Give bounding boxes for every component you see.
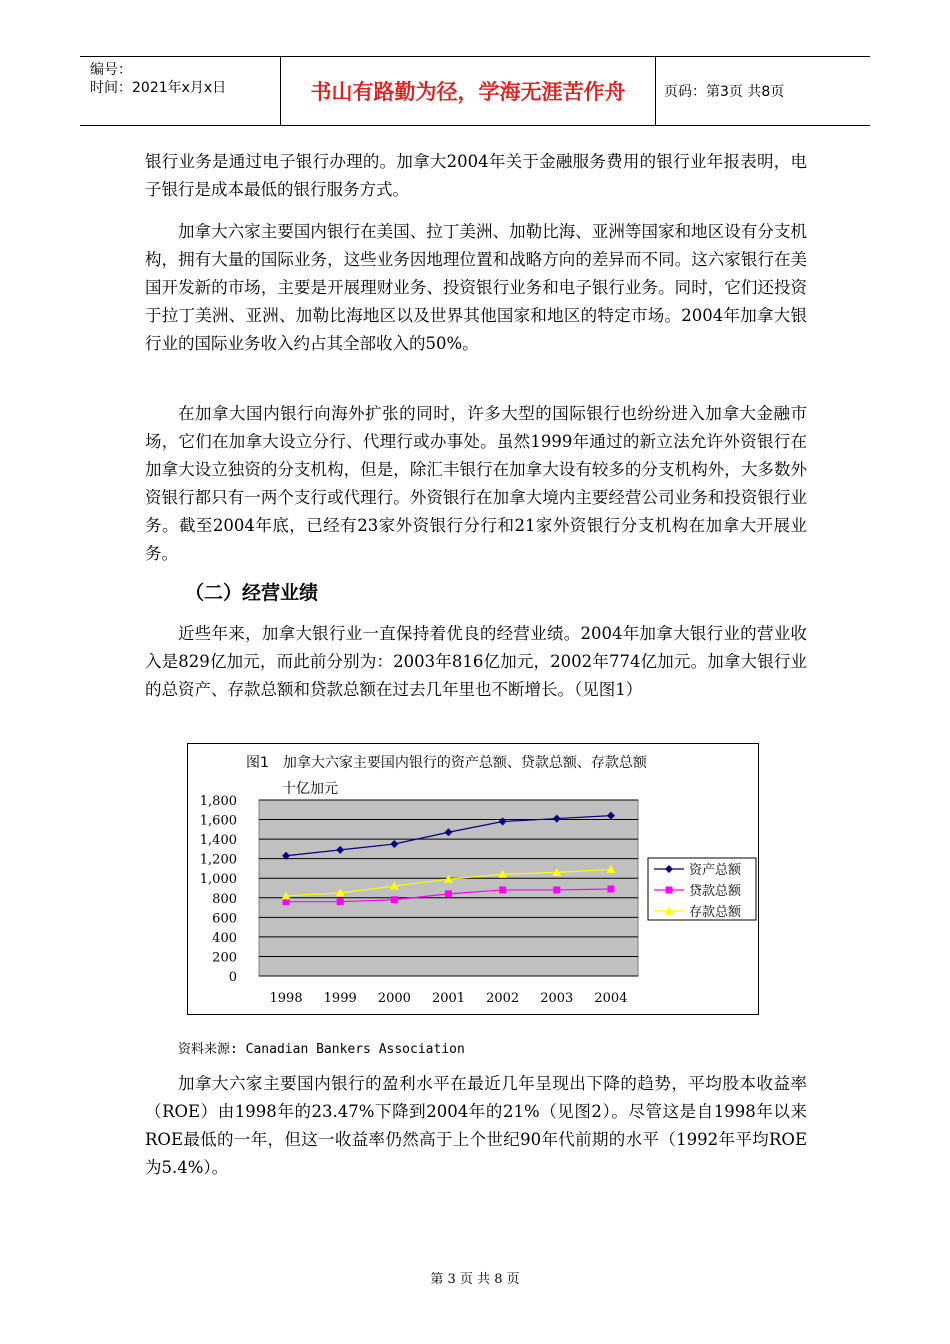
series-2-point <box>553 886 560 893</box>
x-tick-label: 2004 <box>594 991 628 1006</box>
x-tick-label: 2000 <box>377 991 411 1006</box>
y-tick-label: 1,600 <box>199 813 237 829</box>
series-2-point <box>607 885 614 892</box>
x-tick-label: 1999 <box>323 991 357 1006</box>
header-meta <box>80 57 280 125</box>
x-tick-label: 2001 <box>431 991 466 1006</box>
series-2-point <box>445 890 452 897</box>
figure-1-chart <box>187 743 759 1015</box>
plot-area <box>259 800 638 976</box>
series-2-point <box>499 886 506 893</box>
paragraph-1: 银行业务是通过电子银行办理的。加拿大2004年关于金融服务费用的银行业年报表明，电子银行是成本最低的银行服务方式。 <box>145 152 807 199</box>
legend-label-2: 贷款总额 <box>689 884 742 899</box>
legend-marker-2 <box>666 887 673 894</box>
x-tick-label: 2003 <box>540 991 574 1006</box>
page-header <box>80 56 870 126</box>
date-label: 时间：2021年x月x日 <box>90 80 227 96</box>
chart-svg <box>188 744 758 1014</box>
header-page-info: 页码：第3页 共8页 <box>664 84 785 100</box>
chart-title: 图1 加拿大六家主要国内银行的资产总额、贷款总额、存款总额 <box>246 755 647 771</box>
legend-label-3: 存款总额 <box>689 905 742 920</box>
series-2-point <box>391 896 398 903</box>
y-tick-label: 1,200 <box>199 852 237 868</box>
series-2-point <box>337 898 344 905</box>
y-tick-label: 0 <box>228 970 237 985</box>
header-motto: 书山有路勤为径，学海无涯苦作舟 <box>280 57 656 125</box>
y-axis-label: 十亿加元 <box>282 781 338 797</box>
y-tick-label: 600 <box>212 911 237 927</box>
paragraph-3: 在加拿大国内银行向海外扩张的同时，许多大型的国际银行也纷纷进入加拿大金融市场，它们在加拿大设立分行、代理行或办事处。虽然1999年通过的新立法允许外资银行在加拿大设立独资的分支机构，但是，除汇丰银行在加拿大设有较多的分支机构外，大多数外资银行都只有一两个支行或代理行。外资银行在加拿大境内主要经营公司业务和投资银行业务。截至2004年底，已经有23家外资银行分行和21家外资银行分支机构在加拿大开展业务。 <box>145 404 807 563</box>
paragraph-5: 加拿大六家主要国内银行的盈利水平在最近几年呈现出下降的趋势，平均股本收益率（ROE）由1998年的23.47%下降到2004年的21%（见图2）。尽管这是自1998年以来ROE最低的一年，但这一收益率仍然高于上个世纪90年代前期的水平（1992年平均ROE为5.4%）。 <box>145 1074 807 1177</box>
section-heading: （二）经营业绩 <box>185 582 319 604</box>
y-tick-label: 1,400 <box>199 833 237 849</box>
y-tick-label: 400 <box>212 930 237 946</box>
y-tick-label: 200 <box>212 950 237 966</box>
source-note: 资料来源: Canadian Bankers Association <box>178 1042 465 1057</box>
paragraph-2: 加拿大六家主要国内银行在美国、拉丁美洲、加勒比海、亚洲等国家和地区设有分支机构，拥有大量的国际业务，这些业务因地理位置和战略方向的差异而不同。这六家银行在美国开发新的市场，主要是开展理财业务、投资银行业务和电子银行业务。同时，它们还投资于拉丁美洲、亚洲、加勒比海地区以及世界其他国家和地区的特定市场。2004年加拿大银行业的国际业务收入约占其全部收入的50%。 <box>145 222 807 353</box>
legend-label-1: 资产总额 <box>689 863 742 878</box>
y-tick-label: 1,000 <box>199 872 237 888</box>
y-tick-label: 1,800 <box>199 794 237 809</box>
page-footer: 第 3 页 共 8 页 <box>430 1272 520 1287</box>
paragraph-4: 近些年来，加拿大银行业一直保持着优良的经营业绩。2004年加拿大银行业的营业收入是829亿加元，而此前分别为：2003年816亿加元，2002年774亿加元。加拿大银行业的总资产、存款总额和贷款总额在过去几年里也不断增长。（见图1） <box>145 624 807 699</box>
serial-label: 编号： <box>90 62 132 78</box>
x-tick-label: 2002 <box>486 991 520 1006</box>
y-tick-label: 800 <box>212 891 237 907</box>
x-tick-label: 1998 <box>269 991 303 1006</box>
